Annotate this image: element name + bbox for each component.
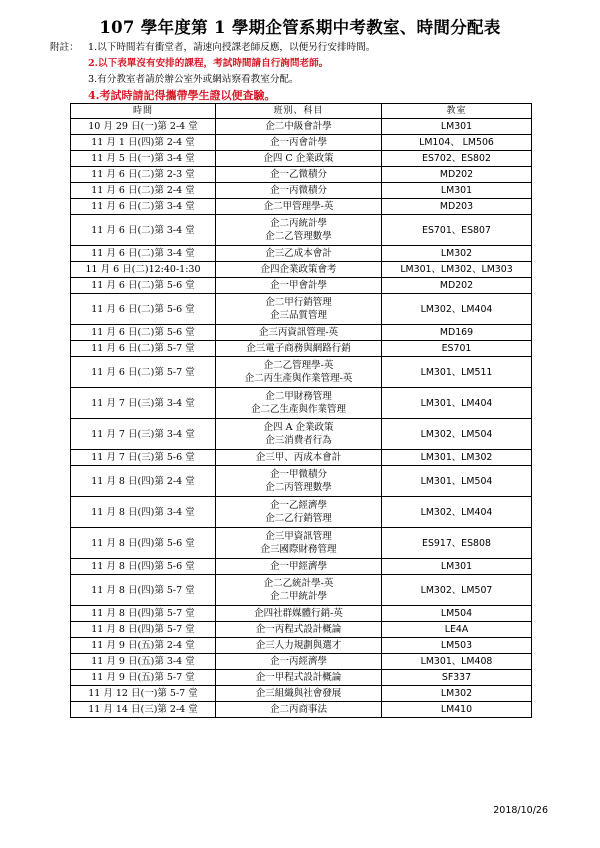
subject-line: 企四 C 企業政策 [263, 153, 334, 164]
subject-line: 企一丙微積分 [269, 185, 327, 196]
cell-subject [216, 167, 382, 183]
subject-line: 企二乙管理數學 [265, 231, 332, 242]
table-row [71, 341, 532, 357]
cell-subject [216, 357, 382, 388]
subject-line: 企一乙經濟學 [269, 500, 327, 511]
cell-subject [216, 294, 382, 325]
table-row [71, 325, 532, 341]
subject-line: 企二丙管理數學 [265, 482, 332, 493]
cell-subject [216, 654, 382, 670]
subject-line: 企一丙程式設計概論 [255, 624, 342, 635]
cell-room: SF337 [382, 670, 532, 686]
header-room: 教室 [382, 104, 532, 119]
table-row [71, 357, 532, 388]
subject-line: 企四社群媒體行銷-英 [254, 608, 343, 619]
cell-room: MD203 [382, 199, 532, 215]
cell-time: 11 月 8 日(四)第 5-7 堂 [71, 575, 216, 606]
cell-subject [216, 638, 382, 654]
cell-subject [216, 528, 382, 559]
subject-line: 企三消費者行為 [265, 435, 332, 446]
subject-line: 企二甲管理學-英 [263, 201, 334, 212]
cell-room: LM301、LM408 [382, 654, 532, 670]
cell-time: 11 月 8 日(四)第 5-6 堂 [71, 559, 216, 575]
cell-subject [216, 606, 382, 622]
note-line-4 [50, 88, 570, 104]
table-row [71, 294, 532, 325]
table-row [71, 528, 532, 559]
cell-time: 11 月 5 日(一)第 3-4 堂 [71, 151, 216, 167]
subject-line: 企一甲會計學 [269, 280, 327, 291]
cell-room: LM301、LM404 [382, 388, 532, 419]
table-row [71, 183, 532, 199]
cell-room: LM302、LM404 [382, 294, 532, 325]
subject-line: 企四 A 企業政策 [263, 422, 334, 433]
cell-room: LM503 [382, 638, 532, 654]
cell-room: LM504 [382, 606, 532, 622]
subject-line: 企一乙微積分 [269, 169, 327, 180]
cell-time: 11 月 12 日(一)第 5-7 堂 [71, 686, 216, 702]
cell-subject [216, 466, 382, 497]
table-row [71, 497, 532, 528]
cell-time: 11 月 9 日(五)第 3-4 堂 [71, 654, 216, 670]
cell-room: MD202 [382, 167, 532, 183]
cell-time: 11 月 1 日(四)第 2-4 堂 [71, 135, 216, 151]
table-row [71, 419, 532, 450]
note-text-2: 2.以下表單沒有安排的課程，考試時間請自行詢問老師。 [88, 58, 329, 69]
cell-time: 11 月 6 日(二)第 5-7 堂 [71, 341, 216, 357]
cell-time: 11 月 6 日(二)第 5-6 堂 [71, 294, 216, 325]
table-row [71, 199, 532, 215]
cell-subject [216, 246, 382, 262]
cell-room: MD202 [382, 278, 532, 294]
table-row [71, 466, 532, 497]
subject-line: 企二乙管理學-英 [263, 360, 334, 371]
cell-time: 11 月 8 日(四)第 3-4 堂 [71, 497, 216, 528]
cell-time: 11 月 8 日(四)第 5-7 堂 [71, 606, 216, 622]
table-row [71, 654, 532, 670]
cell-room: ES701 [382, 341, 532, 357]
subject-line: 企二丙商事法 [269, 704, 327, 715]
subject-line: 企一丙會計學 [269, 137, 327, 148]
cell-time: 11 月 7 日(三)第 3-4 堂 [71, 419, 216, 450]
cell-room: LM302 [382, 246, 532, 262]
cell-room: LM302、LM404 [382, 497, 532, 528]
table-row [71, 119, 532, 135]
cell-time: 11 月 6 日(二)第 5-6 堂 [71, 278, 216, 294]
subject-line: 企二甲行銷管理 [265, 297, 332, 308]
subject-line: 企三甲、丙成本會計 [255, 452, 342, 463]
cell-room: LM104、 LM506 [382, 135, 532, 151]
cell-subject [216, 341, 382, 357]
cell-room: LM301 [382, 559, 532, 575]
cell-subject [216, 670, 382, 686]
table-row [71, 135, 532, 151]
subject-line: 企三品質管理 [269, 310, 327, 321]
table-row [71, 151, 532, 167]
cell-subject [216, 622, 382, 638]
cell-subject [216, 183, 382, 199]
cell-time: 11 月 7 日(三)第 3-4 堂 [71, 388, 216, 419]
table-row [71, 622, 532, 638]
subject-line: 企一甲經濟學 [269, 561, 327, 572]
cell-time: 11 月 8 日(四)第 5-6 堂 [71, 528, 216, 559]
subject-line: 企三國際財務管理 [260, 544, 337, 555]
table-row [71, 686, 532, 702]
cell-subject [216, 559, 382, 575]
table-row [71, 246, 532, 262]
table-row [71, 388, 532, 419]
cell-room: LE4A [382, 622, 532, 638]
header-time: 時間 [71, 104, 216, 119]
cell-time: 10 月 29 日(一)第 2-4 堂 [71, 119, 216, 135]
table-header-row [71, 104, 532, 119]
cell-subject [216, 135, 382, 151]
date-stamp: 2018/10/26 [493, 805, 548, 816]
subject-line: 企二甲統計學 [269, 591, 327, 602]
cell-subject [216, 215, 382, 246]
table-row [71, 450, 532, 466]
subject-line: 企三電子商務與網路行銷 [246, 343, 351, 354]
cell-subject [216, 151, 382, 167]
cell-room: MD169 [382, 325, 532, 341]
subject-line: 企三丙資訊管理-英 [258, 327, 339, 338]
table-row [71, 670, 532, 686]
note-text-4: 4.考試時請記得攜帶學生證以便查驗。 [88, 89, 276, 102]
note-line-3 [50, 72, 570, 88]
page-title: 107 學年度第 1 學期企管系期中考教室、時間分配表 [99, 18, 501, 37]
cell-time: 11 月 9 日(五)第 5-7 堂 [71, 670, 216, 686]
cell-room: LM301、LM504 [382, 466, 532, 497]
subject-line: 企二乙統計學-英 [263, 578, 334, 589]
cell-time: 11 月 6 日(二)第 3-4 堂 [71, 215, 216, 246]
cell-subject [216, 388, 382, 419]
cell-time: 11 月 14 日(三)第 2-4 堂 [71, 702, 216, 718]
cell-room: ES701、ES807 [382, 215, 532, 246]
subject-line: 企二甲財務管理 [265, 391, 332, 402]
cell-subject [216, 450, 382, 466]
notes-lead: 附註： [50, 42, 79, 53]
subject-line: 企三乙成本會計 [265, 248, 332, 259]
table-row [71, 215, 532, 246]
subject-line: 企三組織與社會發展 [255, 688, 342, 699]
subject-line: 企三甲資訊管理 [265, 531, 332, 542]
subject-line: 企一甲程式設計概論 [255, 672, 342, 683]
note-line-1 [50, 40, 570, 56]
table-row [71, 262, 532, 278]
table-row [71, 638, 532, 654]
subject-line: 企二乙行銷管理 [265, 513, 332, 524]
subject-line: 企三人力規劃與選才 [255, 640, 342, 651]
cell-room: LM302、LM507 [382, 575, 532, 606]
subject-line: 企二中級會計學 [265, 121, 332, 132]
cell-subject [216, 702, 382, 718]
cell-room: ES702、ES802 [382, 151, 532, 167]
cell-subject [216, 497, 382, 528]
subject-line: 企二丙統計學 [269, 218, 327, 229]
cell-room: LM301、LM511 [382, 357, 532, 388]
cell-time: 11 月 7 日(三)第 5-6 堂 [71, 450, 216, 466]
cell-subject [216, 325, 382, 341]
cell-subject [216, 199, 382, 215]
note-text-1: 1.以下時間若有衝堂者，請速向授課老師反應，以便另行安排時間。 [88, 42, 376, 53]
subject-line: 企二乙生產與作業管理 [250, 404, 346, 415]
note-text-3: 3.有分教室者請於辦公室外或網站察看教室分配。 [88, 74, 299, 85]
cell-subject [216, 119, 382, 135]
cell-time: 11 月 6 日(二)第 3-4 堂 [71, 199, 216, 215]
cell-time: 11 月 8 日(四)第 5-7 堂 [71, 622, 216, 638]
cell-room: LM302、LM504 [382, 419, 532, 450]
subject-line: 企一甲微積分 [269, 469, 327, 480]
notes-block [50, 40, 570, 104]
cell-time: 11 月 6 日(二)第 3-4 堂 [71, 246, 216, 262]
table-row [71, 278, 532, 294]
cell-room: LM301、LM302、LM303 [382, 262, 532, 278]
schedule-table [70, 103, 532, 718]
cell-room: LM302 [382, 686, 532, 702]
subject-line: 企一丙經濟學 [269, 656, 327, 667]
cell-time: 11 月 6 日(二)第 2-4 堂 [71, 183, 216, 199]
table-body [71, 119, 532, 718]
header-subject: 班別、科目 [216, 104, 382, 119]
cell-time: 11 月 6 日(二)12:40-1:30 [71, 262, 216, 278]
cell-room: LM410 [382, 702, 532, 718]
table-row [71, 702, 532, 718]
cell-subject [216, 278, 382, 294]
subject-line: 企四企業政策會考 [260, 264, 337, 275]
cell-time: 11 月 9 日(五)第 2-4 堂 [71, 638, 216, 654]
table-row [71, 606, 532, 622]
cell-time: 11 月 6 日(二)第 5-7 堂 [71, 357, 216, 388]
cell-room: LM301、LM302 [382, 450, 532, 466]
cell-room: LM301 [382, 119, 532, 135]
cell-subject [216, 686, 382, 702]
cell-subject [216, 419, 382, 450]
cell-time: 11 月 6 日(二)第 2-3 堂 [71, 167, 216, 183]
table-row [71, 167, 532, 183]
note-line-2 [50, 56, 570, 72]
cell-room: ES917、ES808 [382, 528, 532, 559]
cell-subject [216, 575, 382, 606]
cell-room: LM301 [382, 183, 532, 199]
table-row [71, 575, 532, 606]
table-row [71, 559, 532, 575]
cell-subject [216, 262, 382, 278]
cell-time: 11 月 8 日(四)第 2-4 堂 [71, 466, 216, 497]
cell-time: 11 月 6 日(二)第 5-6 堂 [71, 325, 216, 341]
subject-line: 企二丙生產與作業管理-英 [244, 373, 353, 384]
